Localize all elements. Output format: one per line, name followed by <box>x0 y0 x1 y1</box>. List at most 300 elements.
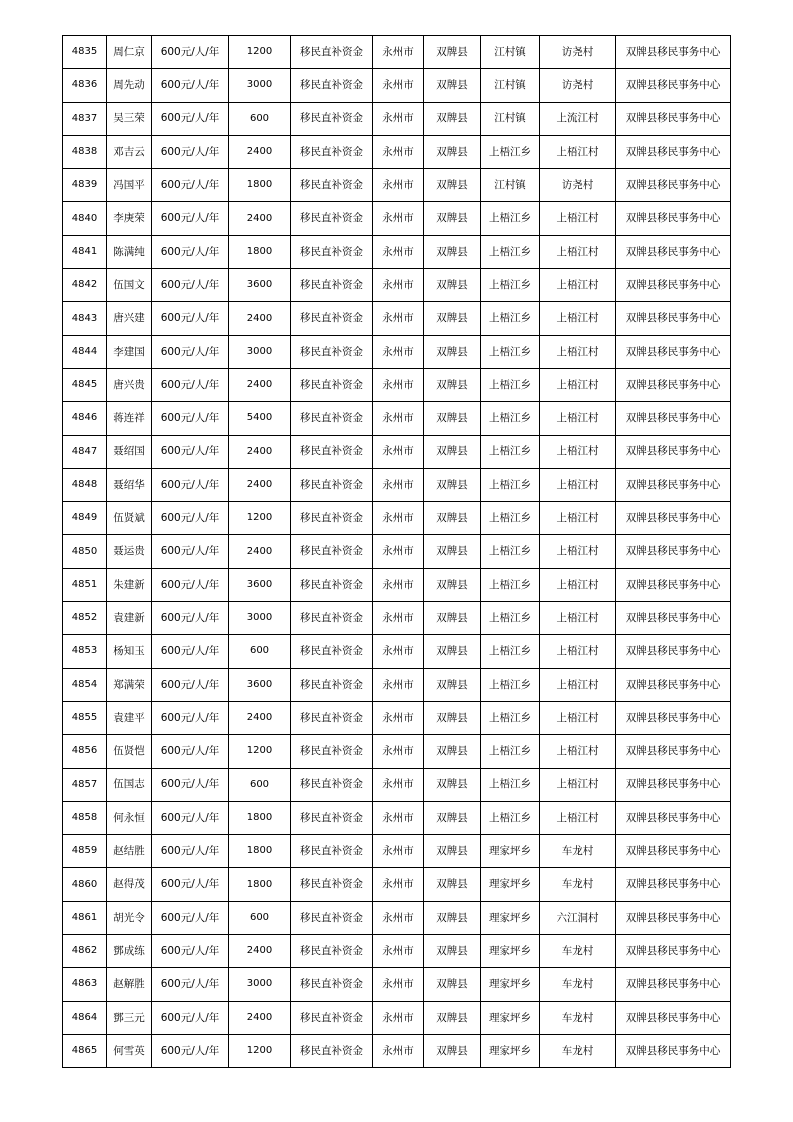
village-cell: 访尧村 <box>540 169 616 202</box>
fund-type-cell: 移民直补资金 <box>291 135 373 168</box>
township-cell: 江村镇 <box>481 102 540 135</box>
township-cell: 江村镇 <box>481 36 540 69</box>
record-number-cell: 4843 <box>63 302 107 335</box>
record-number-cell: 4847 <box>63 435 107 468</box>
person-name-cell: 赵解胜 <box>107 968 152 1001</box>
subsidy-standard-cell: 600元/人/年 <box>152 768 229 801</box>
table-row <box>63 768 731 801</box>
subsidy-standard-cell: 600元/人/年 <box>152 135 229 168</box>
county-cell: 双牌县 <box>424 602 481 635</box>
subsidy-standard-cell: 600元/人/年 <box>152 735 229 768</box>
fund-type-cell: 移民直补资金 <box>291 768 373 801</box>
table-row <box>63 1001 731 1034</box>
department-cell: 双牌县移民事务中心 <box>616 269 731 302</box>
person-name-cell: 何永恒 <box>107 801 152 834</box>
amount-cell: 2400 <box>229 302 291 335</box>
village-cell: 上梧江村 <box>540 402 616 435</box>
township-cell: 上梧江乡 <box>481 568 540 601</box>
fund-type-cell: 移民直补资金 <box>291 535 373 568</box>
county-cell: 双牌县 <box>424 935 481 968</box>
record-number-cell: 4838 <box>63 135 107 168</box>
department-cell: 双牌县移民事务中心 <box>616 635 731 668</box>
fund-type-cell: 移民直补资金 <box>291 868 373 901</box>
village-cell: 上梧江村 <box>540 302 616 335</box>
city-cell: 永州市 <box>373 968 424 1001</box>
fund-type-cell: 移民直补资金 <box>291 435 373 468</box>
person-name-cell: 袁建新 <box>107 602 152 635</box>
township-cell: 上梧江乡 <box>481 135 540 168</box>
subsidy-standard-cell: 600元/人/年 <box>152 1034 229 1067</box>
township-cell: 理家坪乡 <box>481 935 540 968</box>
township-cell: 上梧江乡 <box>481 468 540 501</box>
fund-type-cell: 移民直补资金 <box>291 568 373 601</box>
subsidy-standard-cell: 600元/人/年 <box>152 402 229 435</box>
village-cell: 上梧江村 <box>540 335 616 368</box>
person-name-cell: 何雪英 <box>107 1034 152 1067</box>
county-cell: 双牌县 <box>424 1034 481 1067</box>
record-number-cell: 4851 <box>63 568 107 601</box>
city-cell: 永州市 <box>373 1034 424 1067</box>
person-name-cell: 鄧三元 <box>107 1001 152 1034</box>
county-cell: 双牌县 <box>424 801 481 834</box>
table-row <box>63 1034 731 1067</box>
table-row <box>63 868 731 901</box>
village-cell: 访尧村 <box>540 36 616 69</box>
amount-cell: 1800 <box>229 235 291 268</box>
table-row <box>63 635 731 668</box>
city-cell: 永州市 <box>373 535 424 568</box>
table-row <box>63 102 731 135</box>
person-name-cell: 李庚荣 <box>107 202 152 235</box>
person-name-cell: 聂绍国 <box>107 435 152 468</box>
fund-type-cell: 移民直补资金 <box>291 635 373 668</box>
person-name-cell: 伍国志 <box>107 768 152 801</box>
fund-type-cell: 移民直补资金 <box>291 668 373 701</box>
subsidy-standard-cell: 600元/人/年 <box>152 302 229 335</box>
county-cell: 双牌县 <box>424 468 481 501</box>
amount-cell: 2400 <box>229 535 291 568</box>
table-row <box>63 202 731 235</box>
city-cell: 永州市 <box>373 269 424 302</box>
fund-type-cell: 移民直补资金 <box>291 735 373 768</box>
person-name-cell: 赵得茂 <box>107 868 152 901</box>
township-cell: 上梧江乡 <box>481 535 540 568</box>
subsidy-standard-cell: 600元/人/年 <box>152 102 229 135</box>
county-cell: 双牌县 <box>424 302 481 335</box>
person-name-cell: 冯国平 <box>107 169 152 202</box>
city-cell: 永州市 <box>373 169 424 202</box>
amount-cell: 1200 <box>229 502 291 535</box>
city-cell: 永州市 <box>373 302 424 335</box>
department-cell: 双牌县移民事务中心 <box>616 735 731 768</box>
department-cell: 双牌县移民事务中心 <box>616 235 731 268</box>
village-cell: 上梧江村 <box>540 502 616 535</box>
fund-type-cell: 移民直补资金 <box>291 935 373 968</box>
village-cell: 车龙村 <box>540 1034 616 1067</box>
village-cell: 上梧江村 <box>540 701 616 734</box>
fund-type-cell: 移民直补资金 <box>291 202 373 235</box>
person-name-cell: 吴三荣 <box>107 102 152 135</box>
village-cell: 上梧江村 <box>540 269 616 302</box>
township-cell: 上梧江乡 <box>481 302 540 335</box>
fund-type-cell: 移民直补资金 <box>291 901 373 934</box>
department-cell: 双牌县移民事务中心 <box>616 135 731 168</box>
record-number-cell: 4839 <box>63 169 107 202</box>
department-cell: 双牌县移民事务中心 <box>616 402 731 435</box>
record-number-cell: 4856 <box>63 735 107 768</box>
amount-cell: 2400 <box>229 935 291 968</box>
department-cell: 双牌县移民事务中心 <box>616 169 731 202</box>
person-name-cell: 聂运贵 <box>107 535 152 568</box>
department-cell: 双牌县移民事务中心 <box>616 968 731 1001</box>
township-cell: 上梧江乡 <box>481 269 540 302</box>
city-cell: 永州市 <box>373 36 424 69</box>
table-row <box>63 835 731 868</box>
amount-cell: 600 <box>229 901 291 934</box>
county-cell: 双牌县 <box>424 69 481 102</box>
subsidy-standard-cell: 600元/人/年 <box>152 1001 229 1034</box>
county-cell: 双牌县 <box>424 535 481 568</box>
table-row <box>63 402 731 435</box>
department-cell: 双牌县移民事务中心 <box>616 935 731 968</box>
amount-cell: 2400 <box>229 468 291 501</box>
subsidy-standard-cell: 600元/人/年 <box>152 335 229 368</box>
record-number-cell: 4850 <box>63 535 107 568</box>
subsidy-standard-cell: 600元/人/年 <box>152 701 229 734</box>
table-row <box>63 701 731 734</box>
amount-cell: 3000 <box>229 968 291 1001</box>
county-cell: 双牌县 <box>424 135 481 168</box>
department-cell: 双牌县移民事务中心 <box>616 602 731 635</box>
amount-cell: 2400 <box>229 435 291 468</box>
village-cell: 上梧江村 <box>540 435 616 468</box>
record-number-cell: 4854 <box>63 668 107 701</box>
record-number-cell: 4836 <box>63 69 107 102</box>
village-cell: 车龙村 <box>540 1001 616 1034</box>
department-cell: 双牌县移民事务中心 <box>616 69 731 102</box>
record-number-cell: 4861 <box>63 901 107 934</box>
township-cell: 理家坪乡 <box>481 1034 540 1067</box>
township-cell: 上梧江乡 <box>481 668 540 701</box>
department-cell: 双牌县移民事务中心 <box>616 868 731 901</box>
person-name-cell: 袁建平 <box>107 701 152 734</box>
county-cell: 双牌县 <box>424 36 481 69</box>
amount-cell: 3600 <box>229 668 291 701</box>
amount-cell: 1800 <box>229 868 291 901</box>
table-row <box>63 668 731 701</box>
city-cell: 永州市 <box>373 735 424 768</box>
table-row <box>63 235 731 268</box>
subsidy-standard-cell: 600元/人/年 <box>152 235 229 268</box>
record-number-cell: 4842 <box>63 269 107 302</box>
township-cell: 上梧江乡 <box>481 402 540 435</box>
record-number-cell: 4860 <box>63 868 107 901</box>
fund-type-cell: 移民直补资金 <box>291 69 373 102</box>
record-number-cell: 4841 <box>63 235 107 268</box>
table-row <box>63 968 731 1001</box>
city-cell: 永州市 <box>373 568 424 601</box>
fund-type-cell: 移民直补资金 <box>291 468 373 501</box>
department-cell: 双牌县移民事务中心 <box>616 535 731 568</box>
village-cell: 上梧江村 <box>540 635 616 668</box>
city-cell: 永州市 <box>373 701 424 734</box>
subsidy-standard-cell: 600元/人/年 <box>152 602 229 635</box>
fund-type-cell: 移民直补资金 <box>291 335 373 368</box>
city-cell: 永州市 <box>373 868 424 901</box>
township-cell: 上梧江乡 <box>481 368 540 401</box>
county-cell: 双牌县 <box>424 735 481 768</box>
village-cell: 上梧江村 <box>540 368 616 401</box>
county-cell: 双牌县 <box>424 768 481 801</box>
township-cell: 理家坪乡 <box>481 1001 540 1034</box>
record-number-cell: 4855 <box>63 701 107 734</box>
subsidy-standard-cell: 600元/人/年 <box>152 668 229 701</box>
township-cell: 上梧江乡 <box>481 735 540 768</box>
department-cell: 双牌县移民事务中心 <box>616 1001 731 1034</box>
person-name-cell: 胡光令 <box>107 901 152 934</box>
person-name-cell: 唐兴建 <box>107 302 152 335</box>
department-cell: 双牌县移民事务中心 <box>616 668 731 701</box>
department-cell: 双牌县移民事务中心 <box>616 1034 731 1067</box>
village-cell: 上梧江村 <box>540 202 616 235</box>
county-cell: 双牌县 <box>424 1001 481 1034</box>
city-cell: 永州市 <box>373 435 424 468</box>
table-row <box>63 735 731 768</box>
county-cell: 双牌县 <box>424 502 481 535</box>
city-cell: 永州市 <box>373 235 424 268</box>
subsidy-standard-cell: 600元/人/年 <box>152 435 229 468</box>
table-row <box>63 335 731 368</box>
record-number-cell: 4858 <box>63 801 107 834</box>
amount-cell: 3000 <box>229 69 291 102</box>
amount-cell: 600 <box>229 102 291 135</box>
amount-cell: 2400 <box>229 202 291 235</box>
amount-cell: 2400 <box>229 701 291 734</box>
township-cell: 上梧江乡 <box>481 502 540 535</box>
city-cell: 永州市 <box>373 368 424 401</box>
county-cell: 双牌县 <box>424 269 481 302</box>
table-row <box>63 69 731 102</box>
township-cell: 上梧江乡 <box>481 701 540 734</box>
fund-type-cell: 移民直补资金 <box>291 269 373 302</box>
village-cell: 上流江村 <box>540 102 616 135</box>
table-row <box>63 135 731 168</box>
county-cell: 双牌县 <box>424 835 481 868</box>
township-cell: 江村镇 <box>481 69 540 102</box>
county-cell: 双牌县 <box>424 635 481 668</box>
table-row <box>63 468 731 501</box>
amount-cell: 2400 <box>229 368 291 401</box>
department-cell: 双牌县移民事务中心 <box>616 435 731 468</box>
table-row <box>63 302 731 335</box>
subsidy-standard-cell: 600元/人/年 <box>152 968 229 1001</box>
county-cell: 双牌县 <box>424 169 481 202</box>
record-number-cell: 4857 <box>63 768 107 801</box>
village-cell: 上梧江村 <box>540 568 616 601</box>
table-row <box>63 935 731 968</box>
table-row <box>63 36 731 69</box>
village-cell: 上梧江村 <box>540 535 616 568</box>
village-cell: 上梧江村 <box>540 735 616 768</box>
record-number-cell: 4859 <box>63 835 107 868</box>
township-cell: 理家坪乡 <box>481 868 540 901</box>
township-cell: 上梧江乡 <box>481 768 540 801</box>
record-number-cell: 4864 <box>63 1001 107 1034</box>
record-number-cell: 4863 <box>63 968 107 1001</box>
amount-cell: 1200 <box>229 735 291 768</box>
subsidy-standard-cell: 600元/人/年 <box>152 868 229 901</box>
fund-type-cell: 移民直补资金 <box>291 502 373 535</box>
city-cell: 永州市 <box>373 801 424 834</box>
department-cell: 双牌县移民事务中心 <box>616 901 731 934</box>
subsidy-table <box>62 35 731 1068</box>
amount-cell: 2400 <box>229 135 291 168</box>
department-cell: 双牌县移民事务中心 <box>616 335 731 368</box>
record-number-cell: 4849 <box>63 502 107 535</box>
person-name-cell: 邓吉云 <box>107 135 152 168</box>
fund-type-cell: 移民直补资金 <box>291 1034 373 1067</box>
county-cell: 双牌县 <box>424 901 481 934</box>
village-cell: 上梧江村 <box>540 801 616 834</box>
department-cell: 双牌县移民事务中心 <box>616 701 731 734</box>
person-name-cell: 伍贤斌 <box>107 502 152 535</box>
village-cell: 上梧江村 <box>540 768 616 801</box>
department-cell: 双牌县移民事务中心 <box>616 102 731 135</box>
subsidy-standard-cell: 600元/人/年 <box>152 535 229 568</box>
township-cell: 理家坪乡 <box>481 835 540 868</box>
amount-cell: 2400 <box>229 1001 291 1034</box>
township-cell: 上梧江乡 <box>481 435 540 468</box>
village-cell: 车龙村 <box>540 968 616 1001</box>
county-cell: 双牌县 <box>424 435 481 468</box>
person-name-cell: 赵结胜 <box>107 835 152 868</box>
village-cell: 车龙村 <box>540 868 616 901</box>
city-cell: 永州市 <box>373 468 424 501</box>
department-cell: 双牌县移民事务中心 <box>616 835 731 868</box>
table-row <box>63 502 731 535</box>
county-cell: 双牌县 <box>424 968 481 1001</box>
person-name-cell: 伍国文 <box>107 269 152 302</box>
city-cell: 永州市 <box>373 635 424 668</box>
fund-type-cell: 移民直补资金 <box>291 968 373 1001</box>
village-cell: 上梧江村 <box>540 668 616 701</box>
county-cell: 双牌县 <box>424 235 481 268</box>
amount-cell: 3600 <box>229 568 291 601</box>
county-cell: 双牌县 <box>424 868 481 901</box>
record-number-cell: 4835 <box>63 36 107 69</box>
county-cell: 双牌县 <box>424 668 481 701</box>
fund-type-cell: 移民直补资金 <box>291 235 373 268</box>
record-number-cell: 4844 <box>63 335 107 368</box>
person-name-cell: 伍贤恺 <box>107 735 152 768</box>
city-cell: 永州市 <box>373 69 424 102</box>
subsidy-standard-cell: 600元/人/年 <box>152 635 229 668</box>
department-cell: 双牌县移民事务中心 <box>616 502 731 535</box>
table-row <box>63 169 731 202</box>
village-cell: 上梧江村 <box>540 235 616 268</box>
fund-type-cell: 移民直补资金 <box>291 368 373 401</box>
amount-cell: 3000 <box>229 335 291 368</box>
department-cell: 双牌县移民事务中心 <box>616 202 731 235</box>
county-cell: 双牌县 <box>424 335 481 368</box>
county-cell: 双牌县 <box>424 102 481 135</box>
person-name-cell: 唐兴贵 <box>107 368 152 401</box>
city-cell: 永州市 <box>373 835 424 868</box>
city-cell: 永州市 <box>373 135 424 168</box>
subsidy-standard-cell: 600元/人/年 <box>152 935 229 968</box>
table-row <box>63 435 731 468</box>
amount-cell: 1800 <box>229 835 291 868</box>
amount-cell: 3600 <box>229 269 291 302</box>
table-row <box>63 535 731 568</box>
county-cell: 双牌县 <box>424 402 481 435</box>
county-cell: 双牌县 <box>424 202 481 235</box>
township-cell: 上梧江乡 <box>481 335 540 368</box>
township-cell: 上梧江乡 <box>481 801 540 834</box>
fund-type-cell: 移民直补资金 <box>291 169 373 202</box>
person-name-cell: 李建国 <box>107 335 152 368</box>
department-cell: 双牌县移民事务中心 <box>616 368 731 401</box>
city-cell: 永州市 <box>373 502 424 535</box>
township-cell: 理家坪乡 <box>481 968 540 1001</box>
person-name-cell: 蒋连祥 <box>107 402 152 435</box>
subsidy-standard-cell: 600元/人/年 <box>152 202 229 235</box>
village-cell: 上梧江村 <box>540 468 616 501</box>
person-name-cell: 周先动 <box>107 69 152 102</box>
city-cell: 永州市 <box>373 402 424 435</box>
city-cell: 永州市 <box>373 335 424 368</box>
record-number-cell: 4852 <box>63 602 107 635</box>
amount-cell: 1200 <box>229 1034 291 1067</box>
township-cell: 上梧江乡 <box>481 202 540 235</box>
fund-type-cell: 移民直补资金 <box>291 102 373 135</box>
table-row <box>63 568 731 601</box>
table-body <box>63 36 731 1068</box>
record-number-cell: 4846 <box>63 402 107 435</box>
department-cell: 双牌县移民事务中心 <box>616 801 731 834</box>
amount-cell: 5400 <box>229 402 291 435</box>
city-cell: 永州市 <box>373 1001 424 1034</box>
department-cell: 双牌县移民事务中心 <box>616 36 731 69</box>
table-row <box>63 269 731 302</box>
subsidy-standard-cell: 600元/人/年 <box>152 835 229 868</box>
record-number-cell: 4865 <box>63 1034 107 1067</box>
city-cell: 永州市 <box>373 602 424 635</box>
fund-type-cell: 移民直补资金 <box>291 1001 373 1034</box>
person-name-cell: 杨知玉 <box>107 635 152 668</box>
fund-type-cell: 移民直补资金 <box>291 835 373 868</box>
table-row <box>63 801 731 834</box>
subsidy-standard-cell: 600元/人/年 <box>152 69 229 102</box>
fund-type-cell: 移民直补资金 <box>291 602 373 635</box>
county-cell: 双牌县 <box>424 701 481 734</box>
record-number-cell: 4840 <box>63 202 107 235</box>
person-name-cell: 周仁京 <box>107 36 152 69</box>
fund-type-cell: 移民直补资金 <box>291 302 373 335</box>
village-cell: 车龙村 <box>540 835 616 868</box>
city-cell: 永州市 <box>373 202 424 235</box>
city-cell: 永州市 <box>373 102 424 135</box>
subsidy-standard-cell: 600元/人/年 <box>152 468 229 501</box>
record-number-cell: 4853 <box>63 635 107 668</box>
table-row <box>63 368 731 401</box>
subsidy-standard-cell: 600元/人/年 <box>152 568 229 601</box>
department-cell: 双牌县移民事务中心 <box>616 302 731 335</box>
subsidy-standard-cell: 600元/人/年 <box>152 901 229 934</box>
person-name-cell: 朱建新 <box>107 568 152 601</box>
township-cell: 上梧江乡 <box>481 635 540 668</box>
village-cell: 车龙村 <box>540 935 616 968</box>
